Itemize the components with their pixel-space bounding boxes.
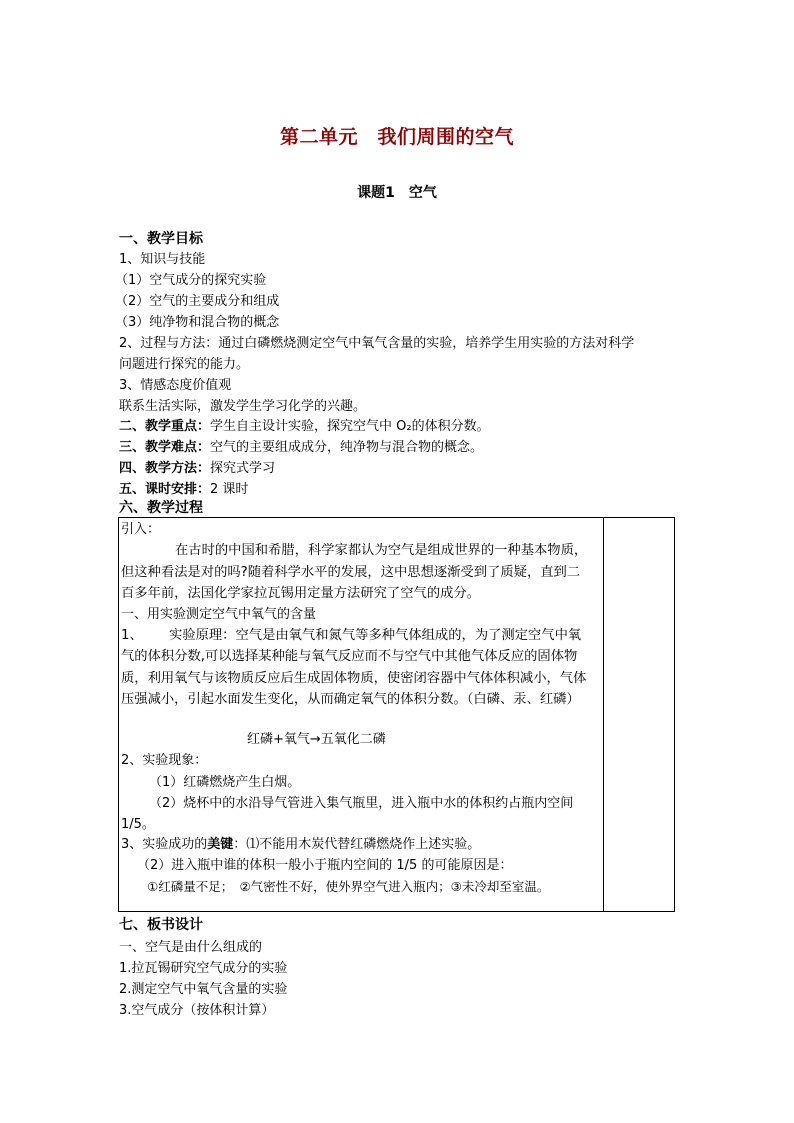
table-column-divider: [603, 518, 604, 911]
process-method-a: 2、过程与方法：通过白磷燃烧测定空气中氧气含量的实验，培养学生用实验的方法对科学: [119, 336, 635, 351]
key-point: [119, 416, 490, 437]
principle-line-2: 气的体积分数,可以选择某种能与氧气反应而不与空气中其他气体反应的固体物: [121, 649, 578, 664]
board-line-4: 3.空气成分（按体积计算）: [119, 1003, 275, 1018]
key-factors-b: 美键: [207, 837, 234, 852]
objective-1: （1）空气成分的探究实验: [115, 273, 267, 288]
attitude-heading: 3、情感态度价值观: [119, 378, 232, 393]
phenomenon-3: 1/5。: [121, 817, 155, 832]
process-table: [118, 517, 675, 912]
reason-intro: （2）进入瓶中谁的体积一般小于瓶内空间的 1/5 的可能原因是：: [137, 858, 513, 873]
reaction-equation: 红磷+氧气→五氧化二磷: [247, 732, 386, 747]
objective-3: （3）纯净物和混合物的概念: [115, 315, 280, 330]
board-line-3: 2.测定空气中氧气含量的实验: [119, 982, 288, 997]
principle-line-4: 压强减小，引起水面发生变化，从而确定氧气的体积分数。（白磷、汞、红磷）: [121, 692, 580, 707]
difficulty-text: 空气的主要组成成分，纯净物与混合物的概念。: [210, 440, 484, 455]
method-label: 四、教学方法：: [119, 461, 211, 476]
attitude-text: 联系生活实际，激发学生学习化学的兴趣。: [119, 399, 367, 414]
key-factors: [121, 835, 480, 855]
board-line-2: 1.拉瓦锡研究空气成分的实验: [119, 961, 288, 976]
key-factors-a: 3、实验成功的: [121, 837, 208, 852]
phenomenon-1: （1）红磷燃烧产生白烟。: [149, 775, 301, 790]
board-heading: 七、板书设计: [119, 917, 203, 933]
objectives-heading: 一、教学目标: [119, 231, 203, 247]
intro-p3: 百多年前，法国化学家拉瓦锡用定量方法研究了空气的成分。: [121, 586, 481, 601]
intro-p2: 但这种看法是对的吗?随着科学水平的发展，这中思想逐渐受到了质疑，直到二: [121, 565, 581, 580]
intro-label: 引入：: [121, 522, 161, 537]
section-1-heading: 一、用实验测定空气中氧气的含量: [121, 607, 317, 622]
key-point-label: 二、教学重点：: [119, 419, 211, 434]
principle-line-3: 质，利用氧气与该物质反应后生成固体物质，使密闭容器中气体体积减小，气体: [121, 671, 587, 686]
difficulty: [119, 437, 483, 458]
lesson-title: 课题1 空气: [357, 185, 437, 201]
phenomenon-2: （2）烧杯中的水沿导气管进入集气瓶里，进入瓶中水的体积约占瓶内空间: [149, 796, 574, 811]
process-method-b: 问题进行探究的能力。: [119, 357, 250, 372]
key-point-text: 学生自主设计实验，探究空气中 O₂的体积分数。: [210, 419, 490, 434]
schedule-text: 2 课时: [210, 482, 249, 497]
board-line-1: 一、空气是由什么组成的: [119, 940, 263, 955]
method: [119, 458, 275, 479]
method-text: 探究式学习: [210, 461, 276, 476]
reason-list: ①红磷量不足； ②气密性不好，使外界空气进入瓶内；③未冷却至室温。: [147, 879, 550, 894]
principle-line-1: 实验原理：空气是由氧气和氮气等多种气体组成的，为了测定空气中氧: [169, 628, 582, 643]
difficulty-label: 三、教学难点：: [119, 440, 211, 455]
intro-p1: 在古时的中国和希腊，科学家都认为空气是组成世界的一种基本物质，: [175, 543, 588, 558]
objective-2: （2）空气的主要成分和组成: [115, 294, 280, 309]
unit-title: 第二单元 我们周围的空气: [279, 126, 514, 148]
principle-number: 1、: [121, 628, 143, 643]
knowledge-skills: 1、知识与技能: [119, 252, 206, 267]
process-heading: 六、教学过程: [119, 500, 203, 516]
schedule: [119, 479, 248, 500]
key-factors-c: ：⑴不能用木炭代替红磷燃烧作上述实验。: [233, 837, 481, 852]
phenomenon-heading: 2、实验现象：: [121, 753, 208, 768]
schedule-label: 五、课时安排：: [119, 482, 211, 497]
